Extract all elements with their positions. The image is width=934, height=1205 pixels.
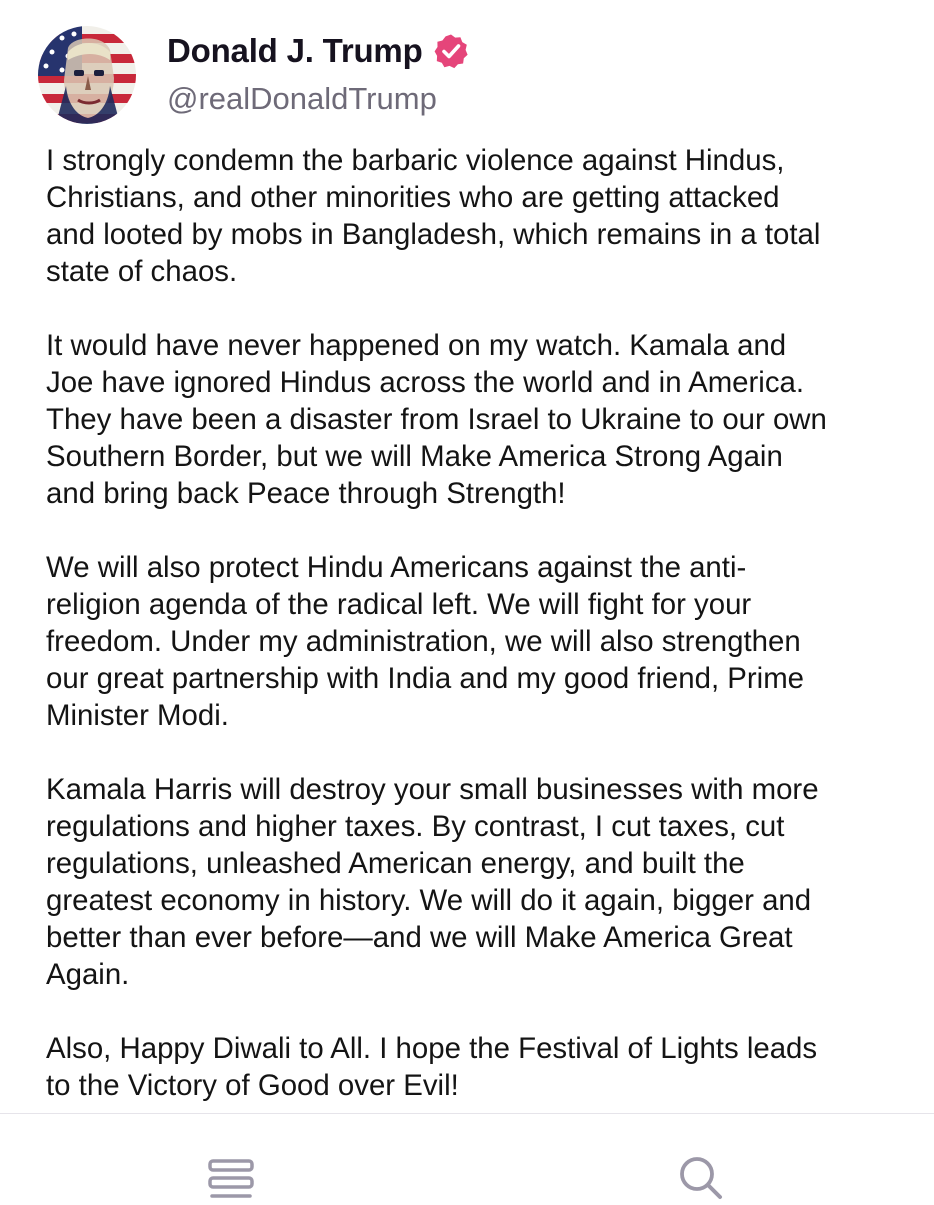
feed-icon: [207, 1154, 257, 1200]
display-name[interactable]: Donald J. Trump: [167, 32, 423, 69]
tab-search[interactable]: [676, 1154, 726, 1200]
search-icon: [676, 1154, 726, 1200]
flag-portrait-avatar-icon: [38, 26, 136, 124]
post-paragraph: Kamala Harris will destroy your small businesses with more regulations and higher taxes. By contrast, I cut taxes, cut regulations, unleashed American energy, and built the greatest economy in history. We will do it again, bigger and better than ever before—and we will Make America Great Again.: [46, 773, 819, 991]
post-paragraph: Also, Happy Diwali to All. I hope the Festival of Lights leads to the Victory of Good over Evil!: [46, 1032, 818, 1102]
post-paragraph: We will also protect Hindu Americans against the anti- religion agenda of the radical left. We will fight for your freedom. Under my administration, we will also strengthen our great partnership with India and my good friend, Prime Minister Modi.: [46, 551, 805, 732]
name-row: [167, 30, 469, 72]
avatar[interactable]: [38, 26, 136, 124]
verified-badge-icon: [433, 33, 469, 69]
post-paragraph: I strongly condemn the barbaric violence against Hindus, Christians, and other minorities who are getting attacked and looted by mobs in Bangladesh, which remains in a total state of chaos.: [46, 144, 821, 288]
post-header: [38, 26, 914, 126]
post-paragraph: It would have never happened on my watch. Kamala and Joe have ignored Hindus across the world and in America. They have been a disaster from Israel to Ukraine to our own Southern Border, but we will Make America Strong Again and bring back Peace through Strength!: [46, 329, 827, 510]
tab-feed[interactable]: [207, 1154, 257, 1200]
handle[interactable]: @realDonaldTrump: [167, 81, 437, 116]
post-body: [46, 142, 906, 1141]
bottom-tab-bar: [0, 1114, 934, 1200]
